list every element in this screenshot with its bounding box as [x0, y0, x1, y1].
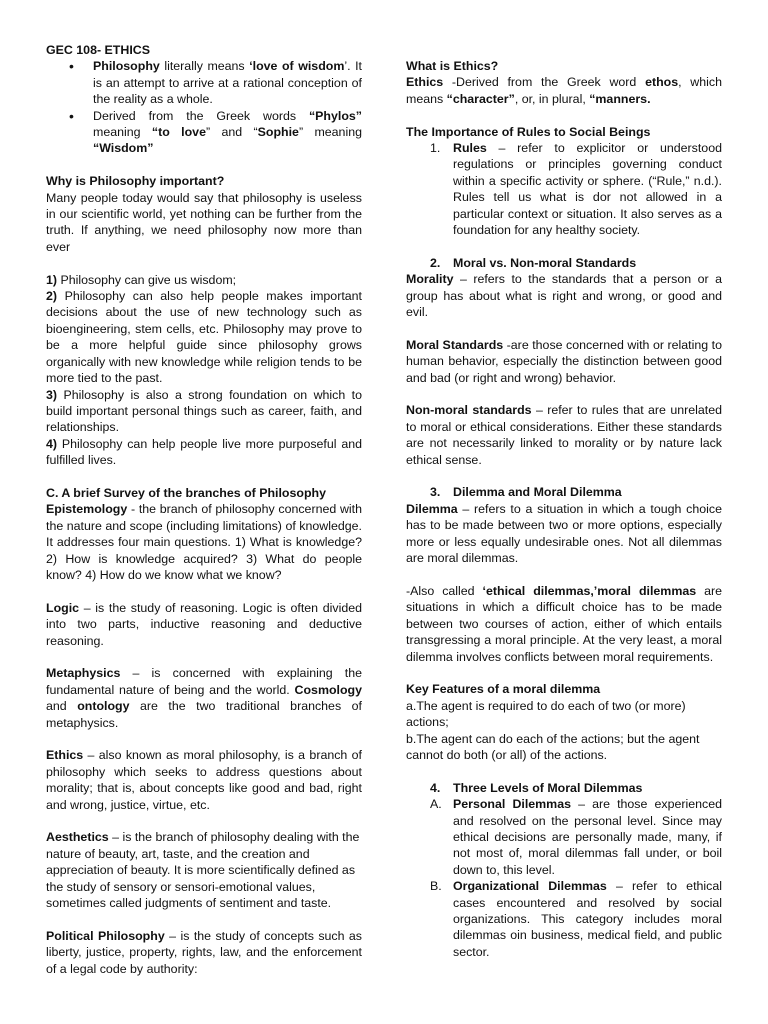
term: Philosophy [93, 59, 160, 74]
what-is-ethics-heading: What is Ethics? [406, 59, 499, 73]
also-called-paragraph [406, 583, 722, 665]
num: 4. [430, 780, 441, 795]
reason-3 [46, 387, 362, 436]
rules-item [406, 140, 722, 238]
term: Non-moral standards [406, 403, 532, 418]
text: Dilemma and Moral Dilemma [453, 485, 622, 500]
term: Cosmology [294, 682, 362, 697]
text: are the two traditional branches of metaphysics. [46, 699, 362, 730]
num: 1) [46, 272, 58, 287]
text: -are those concerned with or relating to human behavior, especially the distinction between good and bad (or right and wrong) behavior. [406, 337, 722, 385]
text: meaning [93, 125, 152, 140]
metaphysics-paragraph [46, 665, 362, 731]
logic-paragraph [46, 600, 362, 649]
num: 3. [430, 485, 441, 500]
text: are situations in which a difficult choice has to be made between two courses of action, either of which entails transgressing a moral principle. At the very least, a moral dilemma involves conflicts between moral requirements. [406, 583, 722, 664]
ethics-definition [406, 74, 722, 107]
text: – is the study of concepts such as liberty, justice, property, rights, law, and the enforcement of a legal code by authority: [46, 928, 362, 976]
text: literally means [159, 59, 250, 74]
aesthetics-paragraph [46, 829, 362, 911]
text: Philosophy can give us wisdom; [57, 272, 237, 287]
term: “to love [151, 125, 206, 140]
text: , which means [406, 75, 722, 106]
key-feature-b: b.The agent can do each of the actions; but the agent cannot do both (or all) of the actions. [406, 731, 700, 762]
term: Logic [46, 600, 80, 615]
text: Three Levels of Moral Dilemmas [453, 780, 643, 795]
level-b-item [406, 878, 722, 960]
text: ’. It is an attempt to arrive at a rational conception of the reality as a whole. [93, 59, 362, 107]
term: Sophie [257, 125, 299, 140]
text: – refer to explicitor or understood regulations or principles governing conduct within a specific activity or sphere. (“Rule,” n.d.). Rules tell us what is dor not allowed in a particular context or situation. It also serves as a foundation for any healthy society. [453, 141, 722, 238]
text: ” meaning [298, 125, 362, 140]
text: and [46, 699, 78, 714]
term: ontology [77, 699, 130, 714]
text: , or, in plural, [514, 91, 590, 106]
text: - the branch of philosophy concerned with the nature and scope (including limitations) of knowledge. It addresses four main questions. 1) What is knowledge? 2) How is knowledge acquired? 3) What do people know? 4) How do we know what we know? [46, 502, 362, 582]
text: – is concerned with explaining the fundamental nature of being and the world. [46, 666, 362, 697]
text: Philosophy is also a strong foundation on which to build important personal things such as career, faith, and relationships. [46, 387, 362, 435]
key-feature-a: a.The agent is required to do each of two (or more) actions; [406, 698, 686, 730]
text: – are those experienced and resolved on the personal level. Since may ethical decisions are personally made, many, if not most of, moral dilemmas fall under, or boil down to, this level. [453, 797, 722, 877]
term: ‘love of wisdom [249, 59, 345, 74]
morality-paragraph [406, 271, 722, 320]
term: Rules [453, 141, 487, 156]
term: ‘ethical dilemmas,’moral dilemmas [482, 583, 697, 598]
num: 2. [430, 255, 441, 270]
bullet-greek-origin [93, 108, 362, 157]
num: 1. [430, 141, 441, 156]
term: Dilemma [406, 501, 458, 516]
term: “Wisdom” [93, 141, 154, 156]
num: B. [430, 879, 442, 894]
why-paragraph: Many people today would say that philosophy is useless in our scientific world, yet nothing can be further from the truth. If anything, we need philosophy now more than ever [46, 190, 362, 254]
num: 2) [46, 289, 58, 304]
num: 3) [46, 387, 58, 402]
text: – refer to rules that are unrelated to moral or ethical considerations. Either these standards are not necessarily linked to morality or by nature lack ethical sense. [406, 403, 722, 467]
key-features-heading: Key Features of a moral dilemma [406, 682, 601, 697]
level-a-item [406, 796, 722, 878]
text: – refer to ethical cases encountered and resolved by social organizations. This category includes moral dilemmas oin business, medical field, and public sector. [453, 879, 722, 959]
text: Derived from the Greek words [93, 108, 309, 123]
term: ethos [645, 75, 679, 90]
text: -Derived from the Greek word [443, 75, 646, 90]
political-paragraph [46, 928, 362, 977]
reason-2 [46, 288, 362, 386]
text: -Also called [406, 583, 483, 598]
term: Metaphysics [46, 666, 121, 681]
reason-4 [46, 436, 362, 469]
term: Morality [406, 272, 454, 287]
term: Epistemology [46, 502, 128, 517]
term: Ethics [406, 75, 444, 90]
num: 4) [46, 436, 58, 451]
right-column [406, 58, 722, 960]
text: – refers to a situation in which a tough choice has to be made between two or more options, especially more or less equally undesirable ones. Not all dilemmas are moral dilemmas. [406, 501, 722, 566]
levels-heading [406, 780, 722, 796]
text: ” and “ [205, 125, 258, 140]
text: Philosophy can help people live more purposeful and fulfilled lives. [46, 436, 362, 468]
term: “Phylos” [308, 108, 362, 123]
term: “manners. [589, 91, 651, 106]
text: – refers to the standards that a person or a group has about what is right and wrong, or good and evil. [406, 272, 722, 320]
term: Political Philosophy [46, 928, 165, 943]
dilemma-paragraph [406, 501, 722, 567]
document-title: GEC 108- ETHICS [46, 43, 150, 57]
text: Philosophy can also help people makes important decisions about the use of new technology such as bioengineering, stem cells, etc. Philosophy may prove to be a more helpful guide since philosophy grows organically with new knowledge while religion tends to be more tied to the past. [46, 289, 362, 386]
text: Moral vs. Non-moral Standards [453, 255, 637, 270]
term: Ethics [46, 748, 84, 763]
nonmoral-paragraph [406, 402, 722, 468]
survey-heading: C. A brief Survey of the branches of Philosophy [46, 485, 326, 500]
ethics-paragraph [46, 747, 362, 813]
epistemology-paragraph [46, 501, 362, 583]
moral-standards-heading [406, 255, 722, 271]
dilemma-heading [406, 484, 722, 500]
num: A. [430, 797, 442, 812]
term: Aesthetics [46, 830, 109, 845]
intro-bullets [46, 58, 362, 156]
text: – also known as moral philosophy, is a branch of philosophy which seeks to address questions about morality; that is, about concepts like good and bad, right and wrong, justice, virtue, etc. [46, 748, 362, 812]
moral-standards-paragraph [406, 337, 722, 386]
term: Moral Standards [406, 337, 504, 352]
term: “character” [446, 91, 515, 106]
left-column [46, 42, 362, 977]
why-heading: Why is Philosophy important? [46, 174, 225, 189]
reason-1 [46, 272, 362, 288]
bullet-philosophy-meaning [93, 58, 362, 107]
text: – is the study of reasoning. Logic is often divided into two parts, inductive reasoning and deductive reasoning. [46, 600, 362, 648]
term: Personal Dilemmas [453, 797, 571, 812]
text: – is the branch of philosophy dealing with the nature of beauty, art, taste, and the creation and appreciation of beauty. It is more scientifically defined as the study of sensory or sensori-emotional values, sometimes called judgments of sentiment and taste. [46, 830, 360, 911]
term: Organizational Dilemmas [453, 879, 607, 894]
rules-heading: The Importance of Rules to Social Beings [406, 124, 651, 139]
